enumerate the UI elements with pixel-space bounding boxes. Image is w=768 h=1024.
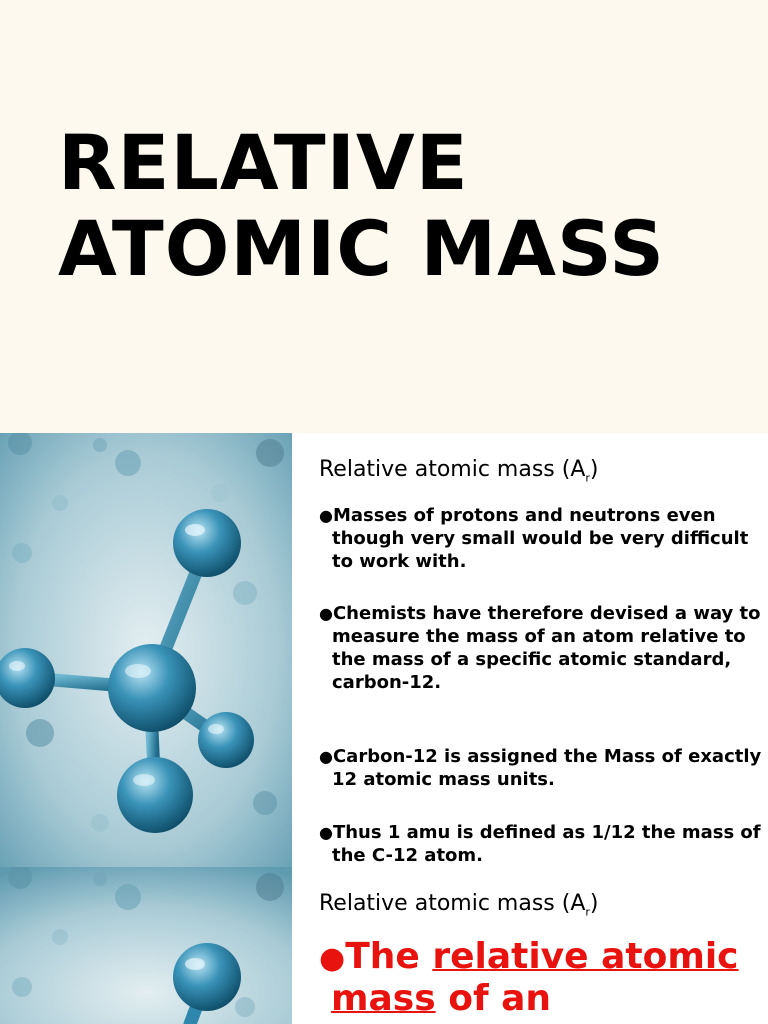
title-line-1: RELATIVE (58, 118, 469, 207)
bullet-item: ●Carbon-12 is assigned the Mass of exactly 12 atomic mass units. (319, 746, 762, 790)
molecule-image (0, 867, 292, 1024)
emphasis-statement: ●The relative atomic mass of an (319, 936, 739, 1019)
bullet-item: ●Masses of protons and neutrons even though very small would be very difficult to work with. (319, 505, 749, 572)
molecule-image (0, 433, 292, 867)
title-line-2: ATOMIC MASS (58, 204, 666, 293)
bullet-icon: ● (319, 506, 333, 525)
bullet-icon: ● (319, 941, 346, 976)
key-term: relative atomic mass (331, 936, 739, 1019)
molecule-icon (0, 867, 292, 1024)
bullet-item: ●Thus 1 amu is defined as 1/12 the mass of the C-12 atom. (319, 822, 761, 866)
molecule-icon (0, 433, 292, 867)
text-panel-1 (300, 433, 768, 867)
text-panel-2 (300, 867, 768, 1024)
bullet-item: ●Chemists have therefore devised a way to measure the mass of an atom relative to the mass of a specific atomic standard, carbon-12. (319, 603, 761, 693)
title-slide (0, 0, 768, 433)
section-heading: Relative atomic mass $(A_r)$ (319, 457, 599, 485)
bullet-icon: ● (319, 604, 333, 623)
bullet-icon: ● (319, 823, 333, 842)
section-heading: Relative atomic mass $(A_r)$ (319, 891, 599, 919)
bullet-icon: ● (319, 747, 333, 766)
page-title (58, 120, 665, 292)
